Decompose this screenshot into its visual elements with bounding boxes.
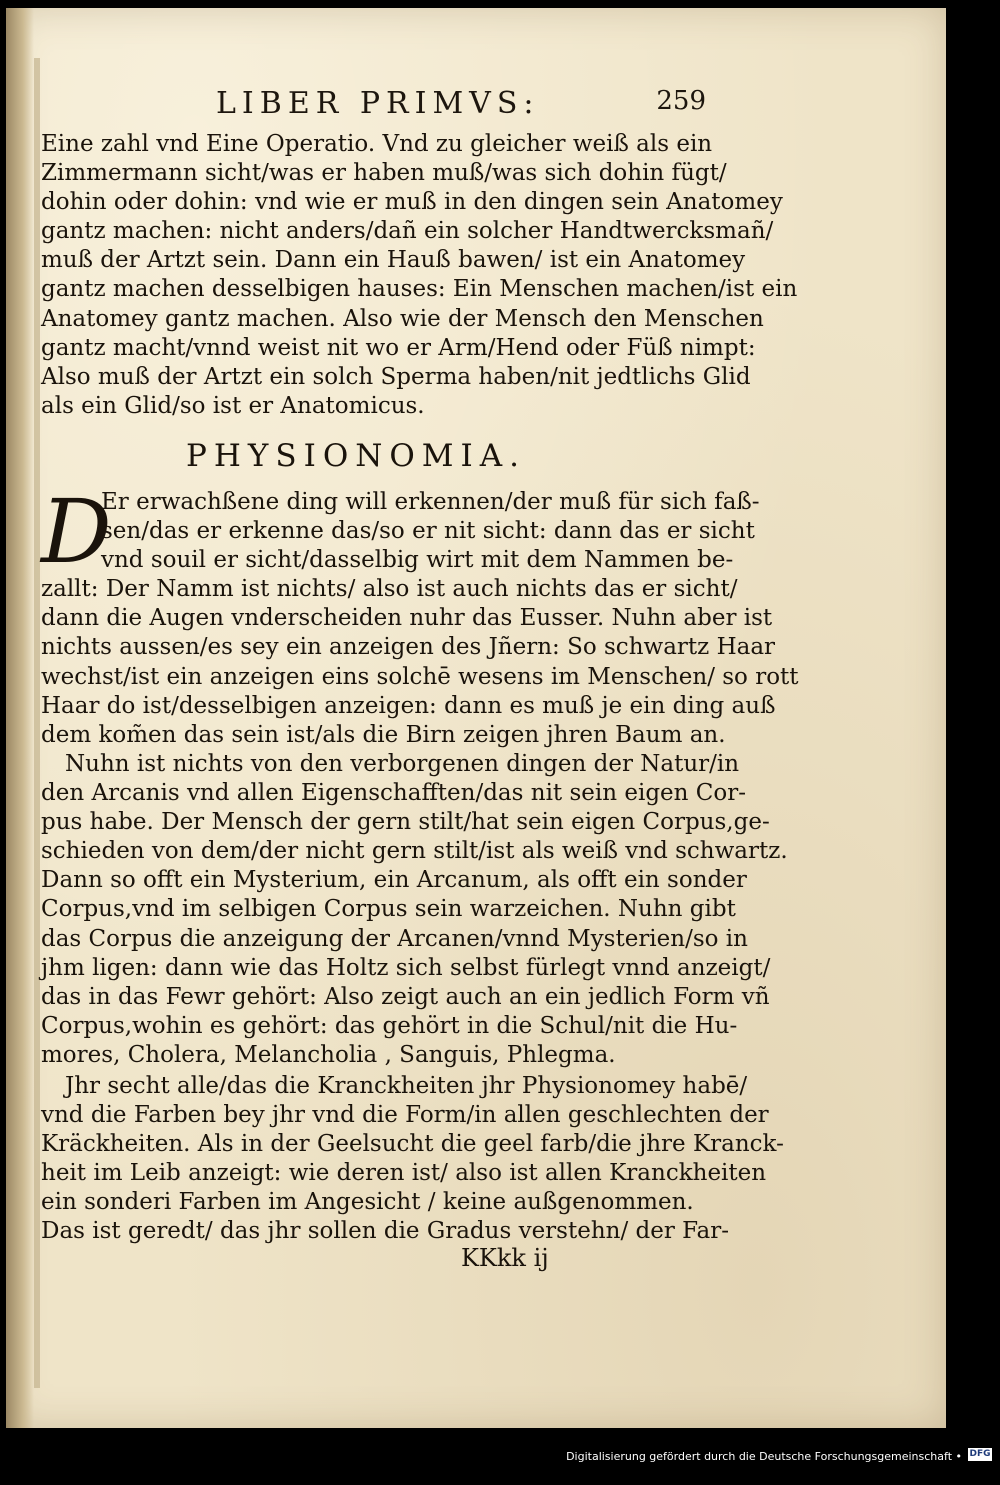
dfg-logo: DFG (969, 1449, 991, 1459)
text-line: Also muß der Artzt ein solch Sperma haben/nit jedtlichs Glid (41, 363, 751, 390)
text-line: dem kom̃en das sein ist/als die Birn zeigen jhren Baum an. (41, 721, 726, 748)
text-line: Zimmermann sicht/was er haben muß/was sich dohin fügt/ (41, 160, 727, 187)
text-line: das in das Fewr gehört: Also zeigt auch an ein jedlich Form vñ (41, 983, 770, 1010)
text-line: Corpus,wohin es gehört: das gehört in die Schul/nit die Hu- (41, 1012, 738, 1039)
folio-number: 259 (656, 86, 706, 116)
paragraph-1 (41, 130, 798, 421)
signature-mark: KKkk ij (461, 1244, 549, 1272)
text-line: gantz machen desselbigen hauses: Ein Menschen machen/ist ein (41, 276, 798, 303)
funding-credit: Digitalisierung gefördert durch die Deutsche Forschungsgemeinschaft • (566, 1450, 962, 1463)
text-line: mores, Cholera, Melancholia , Sanguis, Phlegma. (41, 1041, 616, 1068)
text-line: pus habe. Der Mensch der gern stilt/hat sein eigen Corpus,ge- (41, 809, 770, 836)
decorated-initial: D (41, 480, 112, 583)
text-line: heit im Leib anzeigt: wie deren ist/ also ist allen Kranckheiten (41, 1160, 767, 1187)
paragraph-2 (41, 480, 799, 750)
footer-bar (0, 1428, 1000, 1485)
text-line: zallt: Der Namm ist nichts/ also ist auch nichts das er sicht/ (41, 576, 738, 603)
text-line: gantz machen: nicht anders/dañ ein solcher Handtwercksmañ/ (41, 218, 774, 245)
text-line: Corpus,vnd im selbigen Corpus sein warzeichen. Nuhn gibt (41, 896, 736, 923)
text-line: Jhr secht alle/das die Kranckheiten jhr Physionomey habē/ (65, 1073, 748, 1099)
paragraph-4 (41, 1072, 784, 1247)
page-edge (34, 58, 40, 1388)
running-header (216, 78, 706, 128)
page-binding (6, 8, 34, 1428)
text-line: als ein Glid/so ist er Anatomicus. (41, 392, 425, 419)
text-line: vnd souil er sicht/dasselbig wirt mit dem Nammen be- (101, 547, 734, 574)
paragraph-3 (41, 750, 788, 1070)
text-line: Das ist geredt/ das jhr sollen die Gradus verstehn/ der Far- (41, 1218, 730, 1245)
section-heading: PHYSIONOMIA. (186, 438, 527, 474)
text-line: Anatomey gantz machen. Also wie der Mensch den Menschen (41, 305, 764, 332)
text-line: ein sonderi Farben im Angesicht / keine außgenommen. (41, 1189, 694, 1216)
text-line: den Arcanis vnd allen Eigenschafften/das nit sein eigen Cor- (41, 780, 747, 807)
text-line: wechst/ist ein anzeigen eins solchē wesens im Menschen/ so rott (41, 663, 799, 690)
text-line: Er erwachßene ding will erkennen/der muß für sich faß- (101, 489, 760, 515)
text-line: sen/das er erkenne das/so er nit sicht: dann das er sicht (101, 518, 755, 545)
text-line: jhm ligen: dann wie das Holtz sich selbst fürlegt vnnd anzeigt/ (41, 954, 771, 981)
text-line: vnd die Farben bey jhr vnd die Form/in allen geschlechten der (41, 1102, 769, 1129)
text-line: Dann so offt ein Mysterium, ein Arcanum, als offt ein sonder (41, 867, 747, 894)
text-line: nichts aussen/es sey ein anzeigen des Jñern: So schwartz Haar (41, 634, 776, 661)
text-line: Eine zahl vnd Eine Operatio. Vnd zu gleicher weiß als ein (41, 131, 713, 157)
text-line: dohin oder dohin: vnd wie er muß in den dingen sein Anatomey (41, 189, 783, 216)
text-line: schieden von dem/der nicht gern stilt/ist als weiß vnd schwartz. (41, 838, 788, 865)
text-line: das Corpus die anzeigung der Arcanen/vnnd Mysterien/so in (41, 925, 748, 952)
text-line: Haar do ist/desselbigen anzeigen: dann es muß je ein ding auß (41, 692, 776, 719)
running-title: LIBER PRIMVS: (216, 86, 540, 121)
book-page (6, 8, 946, 1428)
text-line: muß der Artzt sein. Dann ein Hauß bawen/ ist ein Anatomey (41, 247, 746, 274)
text-line: gantz macht/vnnd weist nit wo er Arm/Hend oder Füß nimpt: (41, 334, 756, 361)
text-line: Kräckheiten. Als in der Geelsucht die geel farb/die jhre Kranck- (41, 1131, 784, 1158)
text-line: Nuhn ist nichts von den verborgenen dingen der Natur/in (65, 751, 740, 777)
text-line: dann die Augen vnderscheiden nuhr das Eusser. Nuhn aber ist (41, 605, 773, 632)
